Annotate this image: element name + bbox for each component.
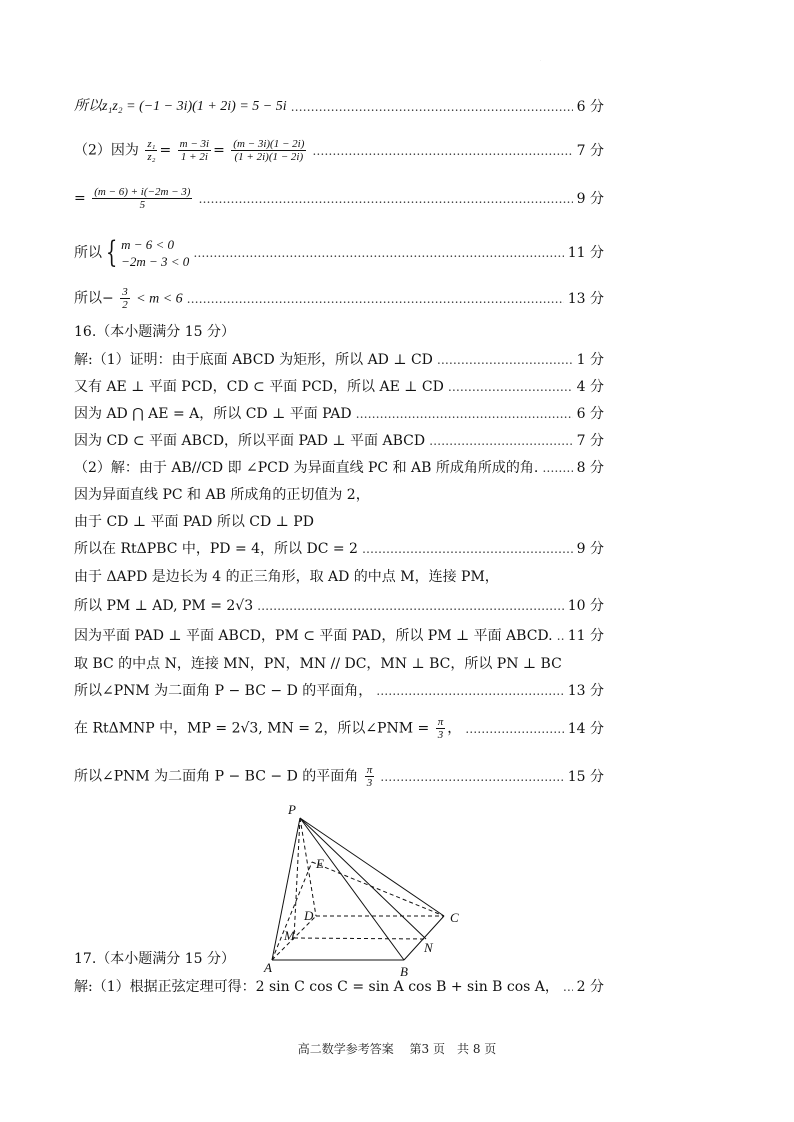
line-suffix: < m < 6 bbox=[136, 291, 183, 307]
denominator: (1 + 2i)(1 − 2i) bbox=[234, 151, 304, 163]
edge-PN bbox=[300, 818, 426, 939]
numerator: (m − 3i)(1 − 2i) bbox=[233, 138, 305, 150]
leader-dots bbox=[312, 142, 572, 160]
inequality-system bbox=[74, 236, 189, 270]
q16-row-2 bbox=[74, 378, 604, 396]
fraction-pi-third bbox=[365, 764, 375, 789]
line-prefix: = bbox=[74, 190, 86, 207]
q16-row-12: 取 BC 的中点 N，连接 MN，PN，MN // DC，MN ⊥ BC，所以 PN ⊥ BC bbox=[74, 656, 562, 672]
denominator: z₂ bbox=[147, 151, 156, 163]
page-footer: 高二数学参考答案 第3 页 共 8 页 bbox=[297, 1042, 497, 1056]
score-mark: 13 分 bbox=[567, 290, 604, 307]
q16-row-7: 由于 CD ⊥ 平面 PAD 所以 CD ⊥ PD bbox=[74, 514, 314, 530]
line-text: 解:（1）证明：由于底面 ABCD 为矩形，所以 AD ⊥ CD bbox=[74, 352, 433, 368]
leader-dots bbox=[376, 682, 563, 700]
score-mark: 2 分 bbox=[576, 979, 604, 995]
answer-line-4 bbox=[74, 236, 604, 270]
line-text bbox=[74, 764, 376, 789]
system-row-2: −2m − 3 < 0 bbox=[121, 254, 190, 269]
label-N: N bbox=[424, 940, 433, 955]
numerator: π bbox=[437, 716, 444, 728]
label-A: A bbox=[264, 960, 272, 975]
system-row-1: m − 6 < 0 bbox=[121, 237, 175, 252]
segment-EC bbox=[312, 862, 444, 916]
score-mark: 9 分 bbox=[576, 190, 604, 207]
fraction-conj bbox=[231, 138, 306, 163]
answer-line-3 bbox=[74, 186, 604, 211]
q16-row-4 bbox=[74, 432, 604, 450]
leader-dots bbox=[563, 978, 573, 996]
score-mark: 15 分 bbox=[567, 768, 604, 785]
leader-dots bbox=[557, 627, 564, 645]
line-text bbox=[74, 716, 461, 741]
denominator: 5 bbox=[139, 199, 146, 211]
answer-line-2 bbox=[74, 138, 604, 163]
leader-dots bbox=[257, 597, 564, 615]
line-text: 所以z₁z₂ = (−1 − 3i)(1 + 2i) = 5 − 5i bbox=[74, 99, 287, 114]
score-mark: 4 分 bbox=[576, 379, 604, 395]
score-mark: 10 分 bbox=[567, 598, 604, 614]
fraction-three-halves bbox=[120, 286, 130, 311]
score-mark: 8 分 bbox=[576, 460, 604, 476]
leader-dots bbox=[356, 405, 573, 423]
line-prefix: 所以∠PNM 为二面角 P − BC − D 的平面角 bbox=[74, 768, 359, 785]
score-mark: 7 分 bbox=[576, 433, 604, 449]
line-text bbox=[74, 186, 194, 211]
leader-dots bbox=[362, 540, 573, 558]
line-prefix: 所以 bbox=[74, 245, 102, 261]
score-mark: 7 分 bbox=[576, 142, 604, 159]
score-mark: 11 分 bbox=[567, 628, 604, 644]
numerator: (m − 6) + i(−2m − 3) bbox=[94, 186, 191, 198]
leader-dots bbox=[380, 768, 564, 786]
q17-row-1 bbox=[74, 978, 604, 996]
answer-line-5 bbox=[74, 286, 604, 311]
numerator: m − 3i bbox=[179, 138, 210, 150]
fraction-m bbox=[178, 138, 211, 163]
line-text: （2）解：由于 AB//CD 即 ∠PCD 为异面直线 PC 和 AB 所成角所成的角. bbox=[74, 460, 539, 476]
label-D: D bbox=[304, 908, 314, 923]
segment-PM bbox=[294, 818, 300, 938]
denominator: 3 bbox=[437, 729, 444, 741]
label-M: M bbox=[284, 928, 295, 943]
denominator: 1 + 2i bbox=[180, 151, 208, 163]
fraction-result bbox=[92, 186, 192, 211]
leader-dots bbox=[448, 378, 573, 396]
q16-title: 16.（本小题满分 15 分） bbox=[74, 324, 235, 340]
label-P: P bbox=[288, 802, 296, 817]
line-text: 因为平面 PAD ⊥ 平面 ABCD，PM ⊂ 平面 PAD，所以 PM ⊥ 平面 ABCD. bbox=[74, 628, 553, 644]
label-E: E bbox=[316, 856, 324, 871]
label-B: B bbox=[400, 964, 408, 979]
line-suffix: ， bbox=[447, 720, 462, 737]
leader-dots bbox=[187, 290, 564, 308]
leader-dots bbox=[542, 459, 572, 477]
fraction-z bbox=[145, 138, 157, 163]
leader-dots bbox=[429, 432, 573, 450]
q16-row-5 bbox=[74, 459, 604, 477]
numerator: z₁ bbox=[147, 138, 156, 150]
score-mark: 9 分 bbox=[576, 541, 604, 557]
answer-line-1 bbox=[74, 98, 604, 116]
score-mark: 6 分 bbox=[576, 99, 604, 115]
score-mark: 1 分 bbox=[576, 352, 604, 368]
denominator: 2 bbox=[122, 299, 128, 311]
q16-row-1 bbox=[74, 351, 604, 369]
line-text: 解:（1）根据正弦定理可得：2 sin C cos C = sin A cos B + sin B cos A， bbox=[74, 979, 559, 995]
edge-PD bbox=[300, 818, 316, 916]
segment-MN bbox=[294, 938, 426, 939]
numerator: π bbox=[366, 764, 373, 776]
line-prefix: 在 RtΔMNP 中，MP = 2√3, MN = 2，所以∠PNM = bbox=[74, 720, 430, 737]
leader-dots bbox=[198, 190, 572, 208]
q16-row-15 bbox=[74, 764, 604, 789]
q16-row-8 bbox=[74, 540, 604, 558]
line-text: 因为 CD ⊂ 平面 ABCD，所以平面 PAD ⊥ 平面 ABCD bbox=[74, 433, 426, 449]
fraction-pi-third bbox=[436, 716, 446, 741]
scan-speck: · bbox=[540, 58, 542, 63]
q16-row-10 bbox=[74, 597, 604, 615]
line-text bbox=[74, 286, 183, 311]
q16-row-14 bbox=[74, 716, 604, 741]
line-text: 又有 AE ⊥ 平面 PCD，CD ⊂ 平面 PCD，所以 AE ⊥ CD bbox=[74, 379, 444, 395]
label-C: C bbox=[450, 910, 459, 925]
line-text: 所以 PM ⊥ AD, PM = 2√3 bbox=[74, 598, 254, 614]
line-prefix: 所以− bbox=[74, 290, 114, 307]
leader-dots bbox=[437, 351, 573, 369]
line-text: 所以∠PNM 为二面角 P − BC − D 的平面角， bbox=[74, 683, 373, 699]
score-mark: 14 分 bbox=[567, 720, 604, 737]
line-text: 因为 AD ⋂ AE = A，所以 CD ⊥ 平面 PAD bbox=[74, 406, 352, 422]
leader-dots bbox=[465, 720, 564, 738]
leader-dots bbox=[193, 244, 563, 262]
score-mark: 13 分 bbox=[567, 683, 604, 699]
q16-row-9: 由于 ΔAPD 是边长为 4 的正三角形，取 AD 的中点 M，连接 PM， bbox=[74, 569, 499, 585]
q16-row-13 bbox=[74, 682, 604, 700]
brace-symbol: { bbox=[105, 235, 118, 270]
pyramid-figure bbox=[262, 800, 472, 980]
score-mark: 6 分 bbox=[576, 406, 604, 422]
q16-row-11 bbox=[74, 627, 604, 645]
denominator: 3 bbox=[366, 777, 373, 789]
line-text: 所以在 RtΔPBC 中，PD = 4，所以 DC = 2 bbox=[74, 541, 358, 557]
q16-row-6: 因为异面直线 PC 和 AB 所成角的正切值为 2， bbox=[74, 487, 370, 503]
line-text: （2）因为 $\frac{\text{z₁}}{\text{z₂}}$ = $\frac{m - 3i}{1 + 2i}$ = $\frac{(m - 3i)(1 - 2i)}{(1 + 2i)(1 - 2i)}$ bbox=[74, 138, 305, 163]
score-mark: 11 分 bbox=[567, 245, 604, 261]
q16-row-3 bbox=[74, 405, 604, 423]
line-prefix: （2）因为 bbox=[74, 142, 139, 159]
system-rows bbox=[121, 236, 189, 270]
numerator: 3 bbox=[122, 286, 128, 298]
leader-dots bbox=[291, 98, 573, 116]
q17-title: 17.（本小题满分 15 分） bbox=[74, 951, 235, 967]
